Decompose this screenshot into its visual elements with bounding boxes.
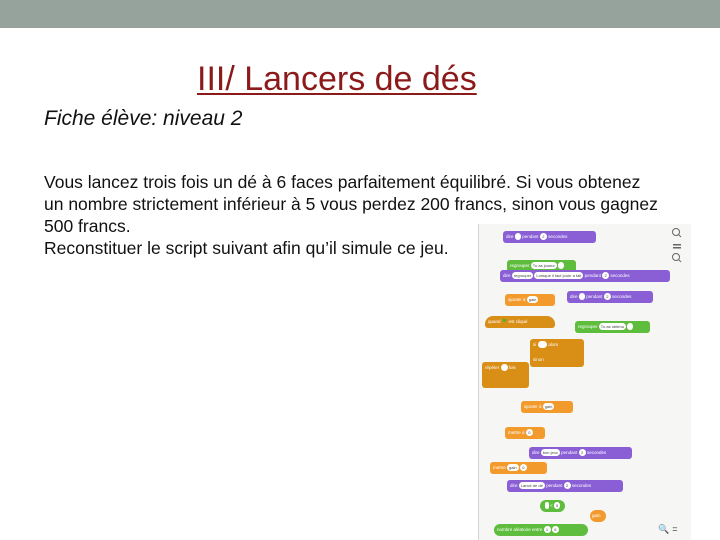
block-label: ajouter à	[508, 297, 526, 302]
block-label: dire	[503, 273, 511, 278]
block-label: dire	[510, 483, 518, 488]
block-value: Lancé de dé	[520, 483, 543, 489]
bottom-tool-icons	[658, 524, 680, 535]
block-label: nombre aléatoire entre	[497, 527, 543, 532]
block-label: regrouper	[578, 324, 598, 329]
block-label: dire	[532, 450, 540, 455]
paragraph-line: 500 francs.	[44, 216, 131, 236]
block-label: pendant	[546, 483, 563, 488]
block-label: secondes	[571, 483, 592, 488]
block-operator: <	[550, 503, 553, 508]
block-label: secondes	[548, 234, 568, 239]
block-slot	[545, 502, 549, 509]
paragraph-line: un nombre strictement inférieur à 5 vous perdez 200 francs, sinon vous gagnez	[44, 194, 658, 214]
block-number: 1	[544, 526, 551, 533]
say-block-5[interactable]	[507, 480, 623, 492]
block-label: pendant	[561, 450, 578, 455]
block-label: dire	[570, 294, 578, 299]
paragraph-line: Vous lancez trois fois un dé à 6 faces parfaitement équilibré. Si vous obtenez	[44, 172, 641, 192]
green-flag-icon: ⚑	[501, 319, 508, 325]
block-value: Lorsque il faut jouer a fait	[536, 273, 582, 279]
block-label: pendant	[522, 234, 539, 239]
equals-icon[interactable]	[673, 244, 681, 249]
block-value: bon jeux	[542, 450, 558, 456]
when-flag-clicked-block[interactable]	[485, 316, 555, 328]
block-slot	[538, 341, 548, 348]
set-variable-block-1[interactable]	[505, 427, 545, 439]
block-slot	[515, 233, 521, 240]
if-else-block[interactable]	[530, 339, 584, 367]
block-label: secondes	[612, 294, 632, 299]
block-label: regrouper	[510, 263, 530, 268]
block-label: gain	[592, 513, 601, 518]
block-number: 2	[604, 293, 611, 300]
block-label: mettre	[508, 430, 521, 435]
block-number: 0	[520, 464, 527, 471]
block-label: mettre	[493, 465, 506, 470]
paragraph-line: Reconstituer le script suivant afin qu’il simule ce jeu.	[44, 238, 449, 258]
block-label: secondes	[610, 273, 630, 278]
block-number: 2	[579, 449, 586, 456]
less-than-block[interactable]	[540, 500, 565, 512]
say-block-3[interactable]	[567, 291, 653, 303]
block-value: regrouper	[513, 273, 532, 279]
block-label: fois	[508, 365, 516, 370]
block-label: quand	[488, 319, 501, 324]
say-block-1[interactable]	[503, 231, 596, 243]
block-label: à	[522, 430, 525, 435]
block-slot	[579, 293, 585, 300]
block-label: sinon	[533, 357, 544, 362]
slide-title: III/ Lancers de dés	[197, 60, 477, 98]
block-label: ajouter à	[524, 404, 542, 409]
block-number: 2	[540, 233, 547, 240]
block-label: pendant	[584, 273, 601, 278]
say-block-4[interactable]	[529, 447, 632, 459]
block-number: 2	[564, 482, 571, 489]
block-label: dire	[506, 234, 514, 239]
block-value: Tu as joueur	[532, 263, 555, 269]
gain-variable-reporter[interactable]	[590, 510, 606, 522]
zoom-in-icon[interactable]	[673, 254, 682, 263]
zoom-tools	[670, 226, 688, 266]
block-value: gain	[528, 297, 537, 303]
block-slot	[558, 262, 564, 269]
change-by-block-1[interactable]	[505, 294, 555, 306]
zoom-icon[interactable]: 🔍	[658, 524, 670, 534]
join-block-2[interactable]	[575, 321, 650, 333]
change-by-block-2[interactable]	[521, 401, 573, 413]
block-slot	[627, 323, 633, 330]
block-label: alors	[548, 342, 559, 347]
block-value: gain	[544, 404, 553, 410]
block-number: 2	[602, 272, 609, 279]
block-label: secondes	[586, 450, 607, 455]
zoom-out-icon[interactable]	[673, 229, 682, 238]
slide-subtitle: Fiche élève: niveau 2	[44, 107, 243, 130]
block-value: 5	[555, 503, 559, 509]
block-label: est cliqué	[508, 319, 528, 324]
block-value: Tu as obtenu	[600, 324, 624, 330]
repeat-block[interactable]	[482, 362, 529, 388]
block-number: 6	[552, 526, 559, 533]
block-value: gain	[509, 465, 517, 471]
block-slot	[501, 364, 508, 371]
pick-random-block[interactable]	[494, 524, 588, 536]
set-variable-block-2[interactable]	[490, 462, 547, 474]
block-label: si	[533, 342, 537, 347]
block-number: 0	[526, 429, 533, 436]
block-label: répéter	[485, 365, 500, 370]
say-block-2[interactable]	[500, 270, 670, 282]
block-label: pendant	[586, 294, 603, 299]
top-bar	[0, 0, 720, 28]
equals-icon[interactable]: =	[672, 524, 678, 534]
